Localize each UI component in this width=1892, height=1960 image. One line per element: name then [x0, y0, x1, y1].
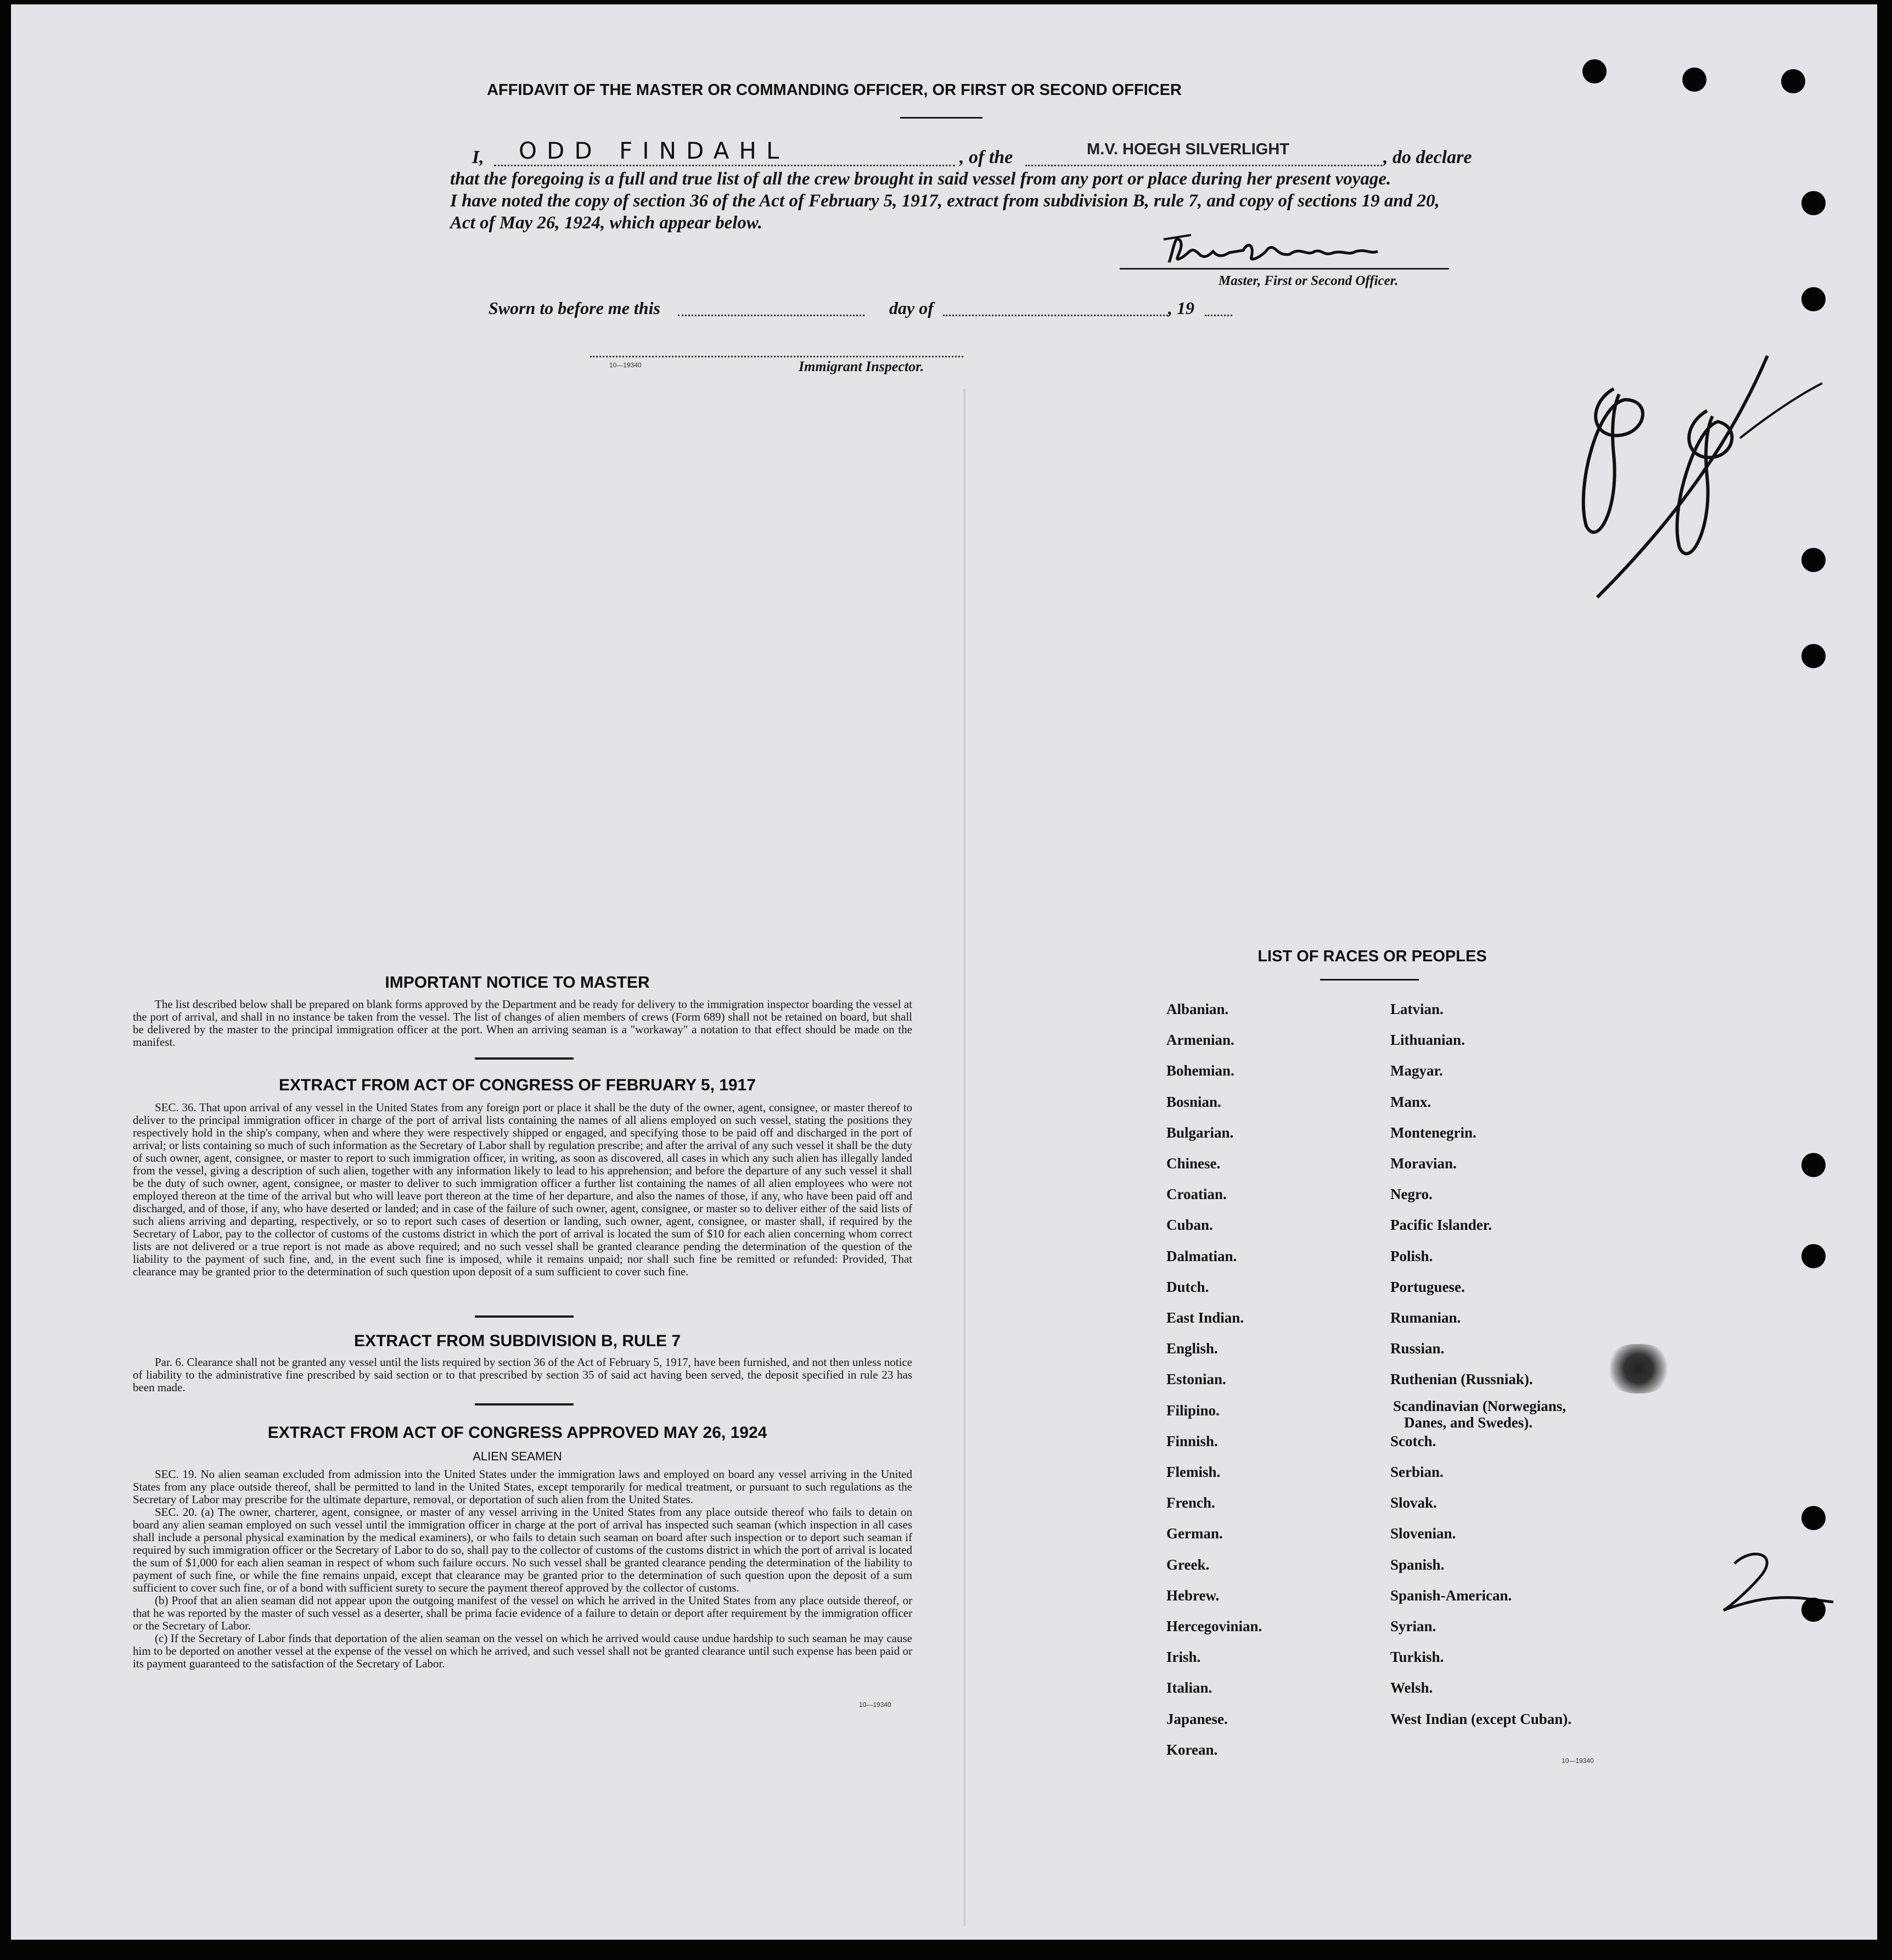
punch-hole	[1682, 68, 1706, 92]
punch-hole	[1801, 1506, 1826, 1530]
extract-1917-text: SEC. 36. That upon arrival of any vessel in the United States from any foreign port or place it shall be the duty of the owner, agent, consignee, or master thereof to deliver to the principal immigration officer in charge of the port of arrival lists containing the names of all aliens employed on such vessel, stating the positions they respectively hold in the ship's company, when and where they were respectively shipped or engaged, and specifying those to be paid off and discharged in the port of arrival; or lists containing so much of such information as the Secretary of Labor shall by regulation prescribe; and after the arrival of any such vessel it shall be the duty of such owner, agent, consignee, or master to report to such immigration officer, in writing, as soon as discovered, all cases in which any such alien has illegally landed from the vessel, giving a description of such alien, together with any information likely to lead to his apprehension; and before the departure of any such vessel it shall be the duty of such owner, agent, consignee, or master to deliver to such immigration officer a further list containing the names of all alien employees who were not employed thereon at the time of the arrival but who will leave port thereon at the time of her departure, and also the names of those, if any, who have been paid off and discharged, and of those, if any, who have deserted or landed; and in case of the failure of such owner, agent, consignee, or master so to deliver either of the said lists of such aliens arriving and departing, respectively, or so to report such cases of desertion or landing, such owner, agent, consignee, or master shall, if required by the Secretary of Labor, pay to the collector of customs of the customs district in which the port of arrival is located the sum of $10 for each alien concerning whom correct lists are not delivered or a true report is not made as above required; and no such vessel shall be granted clearance pending the determination of the question of the liability to the payment of such fine, and, in the event such fine is imposed, while it remains unpaid; nor shall such fine be remitted or refunded: Provided, That clearance may be granted prior to the determination of such question upon deposit of a sum sufficient to cover such fine.	[133, 1101, 912, 1278]
master-name: ODD FINDAHL	[519, 137, 789, 164]
form-number-left: 10—19340	[859, 1701, 891, 1709]
race-item-right: Turkish.	[1390, 1649, 1444, 1666]
race-item-right: Moravian.	[1390, 1155, 1457, 1172]
race-item-left: Italian.	[1166, 1679, 1212, 1696]
race-item-right: Pacific Islander.	[1390, 1217, 1492, 1234]
race-item-left: German.	[1166, 1525, 1223, 1542]
extract-1924-sec20c: (c) If the Secretary of Labor finds that deportation of the alien seaman on the vessel on which he arrived would cause undue hardship to such seaman he may cause him to be deported on another vessel at the expense of the vessel on which he arrived, and such vessel shall not be granted clearance until such expense has been paid or its payment guaranteed to the satisfaction of the Secretary of Labor.	[133, 1632, 912, 1670]
race-item-right: Scotch.	[1390, 1432, 1436, 1449]
handwritten-number-8-8	[1537, 345, 1844, 603]
race-item-right: Russian.	[1390, 1340, 1445, 1357]
punch-hole	[1801, 191, 1826, 215]
form-number-races: 10—19340	[1562, 1757, 1594, 1765]
extract-1924-sec20b: (b) Proof that an alien seaman did not appear upon the outgoing manifest of the vessel on which he arrived in the United States from any place outside thereof, or that he was reported by the master of such vessel as a deserter, shall be prima facie evidence of a failure to detain or deport after requirement by the immigration officer or the Secretary of Labor.	[133, 1594, 912, 1632]
race-item-left: East Indian.	[1166, 1309, 1244, 1326]
notice-text-block	[133, 998, 912, 1049]
rule7-divider	[475, 1403, 574, 1405]
sworn-year-line	[1205, 315, 1232, 316]
extract-1924-title: EXTRACT FROM ACT OF CONGRESS APPROVED MAY 26, 1924	[267, 1424, 767, 1442]
vessel-name: M.V. HOEGH SILVERLIGHT	[1087, 141, 1289, 158]
notice-divider	[475, 1057, 574, 1060]
race-item-left: Dalmatian.	[1166, 1247, 1237, 1264]
race-item-left: Hercegovinian.	[1166, 1618, 1262, 1634]
races-title: LIST OF RACES OR PEOPLES	[1257, 948, 1487, 965]
race-item-left: Albanian.	[1166, 1001, 1229, 1017]
vessel-field-line	[1025, 165, 1382, 166]
race-item-left: Cuban.	[1166, 1217, 1213, 1234]
race-item-left: Irish.	[1166, 1649, 1201, 1666]
title-divider	[900, 117, 983, 119]
extract-1917-divider	[475, 1315, 574, 1318]
punch-hole	[1801, 548, 1826, 572]
name-field-line	[494, 165, 955, 166]
race-item-right: Magyar.	[1390, 1062, 1443, 1079]
race-item-left: Armenian.	[1166, 1032, 1234, 1049]
race-item-left: Korean.	[1166, 1741, 1218, 1758]
punch-hole	[1801, 644, 1826, 668]
race-item-right: Slovak.	[1390, 1494, 1437, 1511]
race-item-left: Dutch.	[1166, 1278, 1209, 1295]
race-item-left: Bulgarian.	[1166, 1124, 1234, 1141]
race-item-left: Finnish.	[1166, 1432, 1218, 1449]
race-item-right: Scandinavian (Norwegians,	[1393, 1397, 1567, 1414]
rule7-title: EXTRACT FROM SUBDIVISION B, RULE 7	[353, 1332, 681, 1350]
race-item-right: Spanish.	[1390, 1556, 1445, 1573]
day-of-label: day of	[889, 298, 934, 318]
race-item-right: Montenegrin.	[1390, 1124, 1476, 1141]
extract-1924-sec20a: SEC. 20. (a) The owner, charterer, agent, consignee, or master of any vessel arriving in the United States from any place outside thereof who fails to detain on board any alien seaman employed on such vessel until the immigration officer in charge at the port of arrival has inspected such seaman (which inspection in all cases shall include a personal physical examination by the medical examiners), or who fails to detain such seaman on board after such inspection or to deport such seaman if required by such immigration officer or the Secretary of Labor to do so, shall pay to the collector of customs of the customs district in which the port of arrival is located the sum of $1,000 for each alien seaman in respect of whom such failure occurs. No such vessel shall be granted clearance pending the determination of the liability to payment of such fine, or while the fine remains unpaid, except that clearance may be granted prior to the determination of such question upon the deposit of a sum sufficient to cover such fine, or of a bond with sufficient surety to secure the payment thereof approved by the collector of customs.	[133, 1505, 912, 1594]
punch-hole	[1801, 1153, 1826, 1177]
race-item-left: Greek.	[1166, 1556, 1210, 1573]
punch-hole	[1801, 1244, 1826, 1268]
races-divider	[1320, 979, 1419, 981]
race-item-right: Lithuanian.	[1390, 1032, 1465, 1049]
sworn-label: Sworn to before me this	[489, 298, 660, 318]
race-item-left: Bohemian.	[1166, 1062, 1234, 1079]
race-item-left: Croatian.	[1166, 1186, 1227, 1203]
race-item-right: Rumanian.	[1390, 1309, 1461, 1326]
extract-1924-sec19: SEC. 19. No alien seaman excluded from admission into the United States under the immigration laws and employed on board any vessel arriving in the United States from any place outside thereof, shall be permitted to land in the United States, except temporarily for medical treatment, or pursuant to such regulations as the Secretary of Labor may prescribe for the ultimate departure, removal, or deportation of such alien from the United States.	[133, 1468, 912, 1506]
race-item-left: Estonian.	[1166, 1371, 1226, 1388]
inspector-signature-line	[590, 356, 963, 357]
race-item-right: Danes, and Swedes).	[1404, 1414, 1533, 1431]
race-item-left: Hebrew.	[1166, 1587, 1220, 1604]
extract-1924-block	[133, 1468, 912, 1670]
punch-hole	[1801, 287, 1826, 311]
notice-text: The list described below shall be prepared on blank forms approved by the Department and be ready for delivery to the immigration inspector boarding the vessel at the port of arrival, and shall in no instance be taken from the vessel. The list of changes of alien members of crews (Form 689) shall not be retained on board, but shall be delivered by the master to the principal immigration officer at the port. When an arriving seaman is a "workaway" a notation to that effect should be made on the manifest.	[133, 998, 912, 1049]
sworn-day-line	[678, 315, 864, 316]
race-item-left: Bosnian.	[1166, 1093, 1221, 1110]
extract-1917-block	[133, 1101, 912, 1278]
race-item-right: Ruthenian (Russniak).	[1390, 1371, 1533, 1388]
race-item-right: Latvian.	[1390, 1001, 1444, 1017]
punch-hole	[1801, 1598, 1826, 1622]
race-item-right: Manx.	[1390, 1093, 1431, 1110]
affidavit-i-label: I,	[472, 147, 484, 167]
race-item-right: Slovenian.	[1390, 1525, 1456, 1542]
affidavit-line-4: Act of May 26, 1924, which appear below.	[450, 213, 762, 233]
rule7-text: Par. 6. Clearance shall not be granted any vessel until the lists required by section 36 of the Act of February 5, 1917, have been furnished, and not then unless notice of liability to the administrative fine prescribed by said section or to that prescribed by section 35 of said act having been served, the deposit specified in rule 23 has been made.	[133, 1356, 912, 1394]
punch-hole	[1781, 69, 1805, 93]
race-item-right: Polish.	[1390, 1247, 1433, 1264]
race-item-left: Japanese.	[1166, 1710, 1228, 1727]
year-label: , 19	[1168, 298, 1194, 318]
race-item-left: French.	[1166, 1494, 1215, 1511]
race-item-right: Serbian.	[1390, 1464, 1444, 1480]
punch-hole	[1582, 59, 1607, 83]
affidavit-line-3: I have noted the copy of section 36 of the Act of February 5, 1917, extract from subdivision B, rule 7, and copy of sections 19 and 20,	[450, 191, 1440, 211]
affidavit-title: AFFIDAVIT OF THE MASTER OR COMMANDING OFFICER, OR FIRST OR SECOND OFFICER	[487, 81, 1182, 99]
master-signature	[1158, 224, 1422, 279]
signature-line	[1120, 268, 1449, 270]
race-item-right: Portuguese.	[1390, 1278, 1465, 1295]
ink-smudge	[1605, 1344, 1671, 1393]
extract-1917-title: EXTRACT FROM ACT OF CONGRESS OF FEBRUARY 5, 1917	[279, 1076, 756, 1094]
affidavit-line-2: that the foregoing is a full and true list of all the crew brought in said vessel from any port or place during her present voyage.	[450, 169, 1391, 189]
rule7-block	[133, 1356, 912, 1394]
race-item-right: Negro.	[1390, 1186, 1433, 1203]
race-item-left: Chinese.	[1166, 1155, 1221, 1172]
form-number-top: 10—19340	[609, 361, 642, 369]
extract-1924-subtitle: ALIEN SEAMEN	[473, 1449, 562, 1463]
signature-caption: Master, First or Second Officer.	[1219, 273, 1399, 288]
race-item-right: Spanish-American.	[1390, 1587, 1512, 1604]
race-item-right: Syrian.	[1390, 1618, 1436, 1634]
race-item-left: Flemish.	[1166, 1464, 1221, 1480]
race-item-left: Filipino.	[1166, 1402, 1220, 1419]
sworn-month-line	[943, 315, 1168, 316]
race-item-right: West Indian (except Cuban).	[1390, 1710, 1572, 1727]
document-page	[11, 4, 1877, 1940]
race-item-right: Welsh.	[1390, 1679, 1433, 1696]
notice-title: IMPORTANT NOTICE TO MASTER	[385, 973, 650, 992]
page-fold	[963, 389, 965, 1926]
affidavit-of-the-label: , of the	[959, 147, 1013, 167]
affidavit-do-declare: , do declare	[1383, 147, 1472, 167]
race-item-left: English.	[1166, 1340, 1218, 1357]
inspector-label: Immigrant Inspector.	[799, 359, 924, 374]
